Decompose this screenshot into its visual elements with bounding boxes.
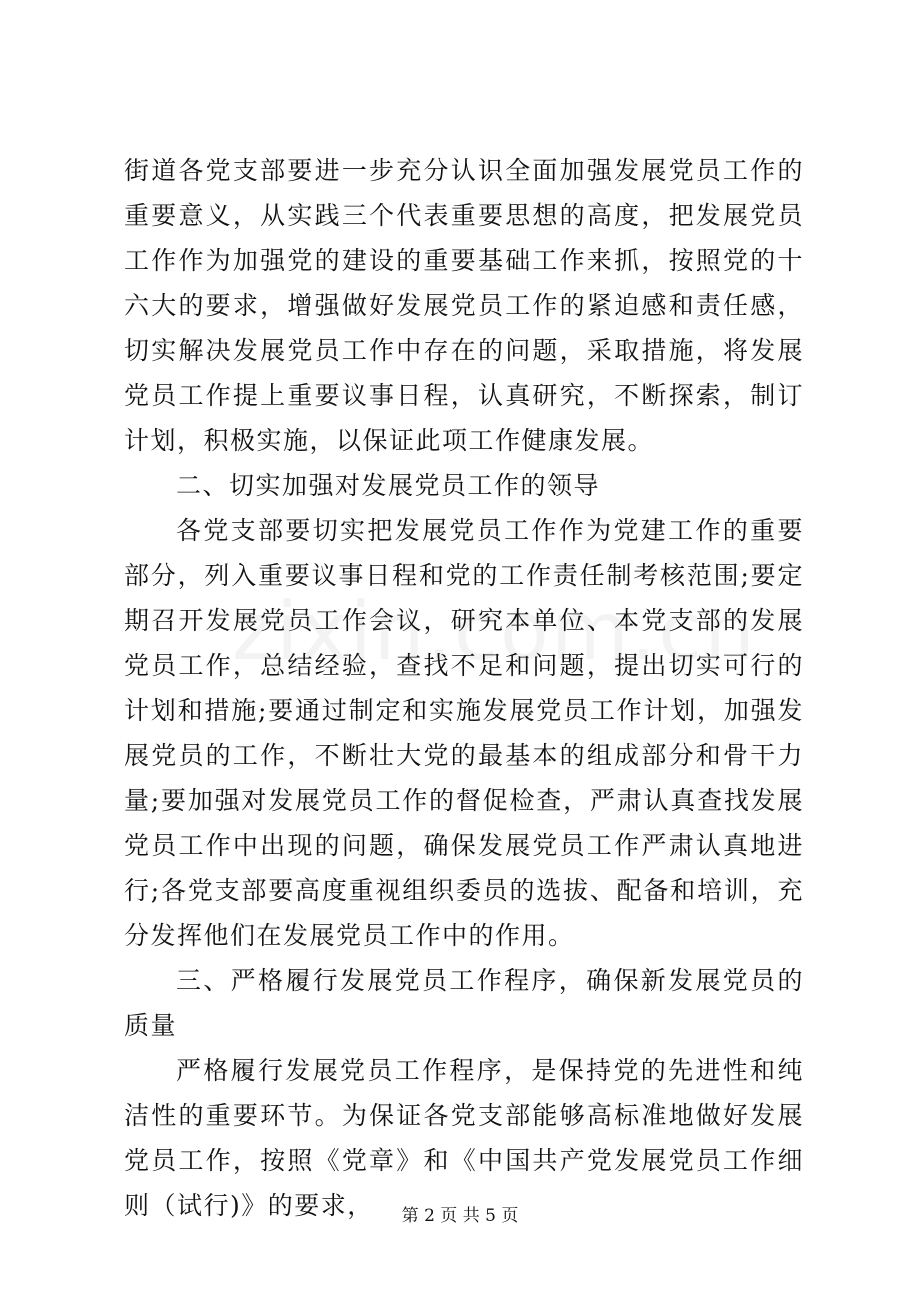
paragraph-intro: 街道各党支部要进一步充分认识全面加强发展党员工作的重要意义，从实践三个代表重要思想的高度，把发展党员工作作为加强党的建设的重要基础工作来抓，按照党的十六大的要求，增强做好发展党员工作的紧迫感和责任感，切实解决发展党员工作中存在的问题，采取措施，将发展党员工作提上重要议事日程，认真研究，不断探索，制订计划，积极实施，以保证此项工作健康发展。: [124, 156, 804, 455]
section-heading-3: 三、严格履行发展党员工作程序，确保新发展党员的质量: [124, 966, 804, 1040]
section-heading-2: 二、切实加强对发展党员工作的领导: [176, 471, 601, 500]
paragraph-procedure: 严格履行发展党员工作程序，是保持党的先进性和纯洁性的重要环节。为保证各党支部能够高标准地做好发展党员工作，按照《党章》和《中国共产党发展党员工作细则（试行)》的要求，: [124, 1056, 804, 1220]
paragraph-leadership: 各党支部要切实把发展党员工作作为党建工作的重要部分，列入重要议事日程和党的工作责任制考核范围;要定期召开发展党员工作会议，研究本单位、本党支部的发展党员工作，总结经验，查找不足和问题，提出切实可行的计划和措施;要通过制定和实施发展党员工作计划，加强发展党员的工作，不断壮大党的最基本的组成部分和骨干力量;要加强对发展党员工作的督促检查，严肃认真查找发展党员工作中出现的问题，确保发展党员工作严肃认真地进行;各党支部要高度重视组织委员的选拔、配备和培训，充分发挥他们在发展党员工作中的作用。: [124, 516, 804, 950]
document-body: [124, 148, 804, 1228]
page-footer: 第 2 页 共 5 页: [401, 1206, 519, 1226]
